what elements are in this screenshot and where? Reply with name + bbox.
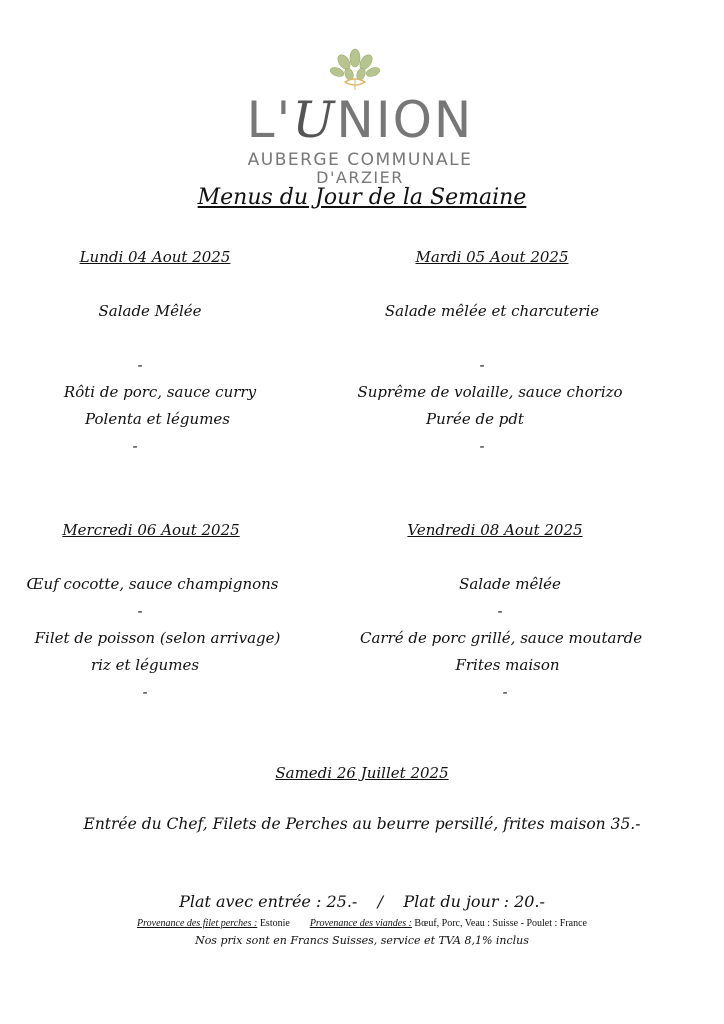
menu-separator: - xyxy=(497,602,503,620)
price-note: Nos prix sont en Francs Suisses, service et TVA 8,1% inclus xyxy=(195,934,529,947)
logo-wordmark xyxy=(200,92,520,148)
menu-line: Rôti de porc, sauce curry xyxy=(63,383,257,401)
day-heading-lundi: Lundi 04 Aout 2025 xyxy=(79,248,231,266)
logo-subtitle-1: AUBERGE COMMUNALE xyxy=(247,150,473,170)
menu-line: Filet de poisson (selon arrivage) xyxy=(34,629,281,647)
menu-separator: - xyxy=(479,437,485,455)
logo-prefix: L' xyxy=(246,91,293,149)
menu-line: Polenta et légumes xyxy=(85,410,230,428)
provenance-viandes-value: Bœuf, Porc, Veau : Suisse - Poulet : France xyxy=(414,918,587,929)
menu-line: Carré de porc grillé, sauce moutarde xyxy=(360,629,643,647)
restaurant-logo xyxy=(200,44,520,187)
menu-separator: - xyxy=(142,683,148,701)
menu-line: Frites maison xyxy=(455,656,560,674)
day-heading-mercredi: Mercredi 06 Aout 2025 xyxy=(62,521,240,539)
provenance-viandes-label: Provenance des viandes : xyxy=(309,918,412,929)
leaf-emblem-icon xyxy=(327,48,383,90)
logo-u: U xyxy=(292,91,337,149)
price-summary: Plat avec entrée : 25.- / Plat du jour : 20.- xyxy=(179,892,545,911)
samedi-special-line: Entrée du Chef, Filets de Perches au beurre persillé, frites maison 35.- xyxy=(83,815,641,833)
day-heading-mardi: Mardi 05 Aout 2025 xyxy=(415,248,569,266)
provenance-perches-label: Provenance des filet perches : xyxy=(137,918,258,929)
menu-line: Salade mêlée et charcuterie xyxy=(384,302,600,320)
page-title: Menus du Jour de la Semaine xyxy=(197,185,527,210)
provenance-info xyxy=(0,918,724,929)
logo-suffix: NION xyxy=(336,91,474,149)
menu-line: Purée de pdt xyxy=(426,410,524,428)
menu-separator: - xyxy=(137,602,143,620)
day-heading-samedi: Samedi 26 Juillet 2025 xyxy=(275,764,449,782)
menu-line: Salade Mêlée xyxy=(98,302,202,320)
menu-separator: - xyxy=(502,683,508,701)
menu-line: riz et légumes xyxy=(90,656,200,674)
menu-line: Œuf cocotte, sauce champignons xyxy=(26,575,279,593)
menu-separator: - xyxy=(479,356,485,374)
menu-separator: - xyxy=(132,437,138,455)
menu-line: Suprême de volaille, sauce chorizo xyxy=(357,383,623,401)
menu-line: Salade mêlée xyxy=(459,575,561,593)
provenance-perches-value: Estonie xyxy=(259,918,290,929)
logo-subtitle-2: D'ARZIER xyxy=(316,168,404,187)
day-heading-vendredi: Vendredi 08 Aout 2025 xyxy=(407,521,583,539)
menu-separator: - xyxy=(137,356,143,374)
